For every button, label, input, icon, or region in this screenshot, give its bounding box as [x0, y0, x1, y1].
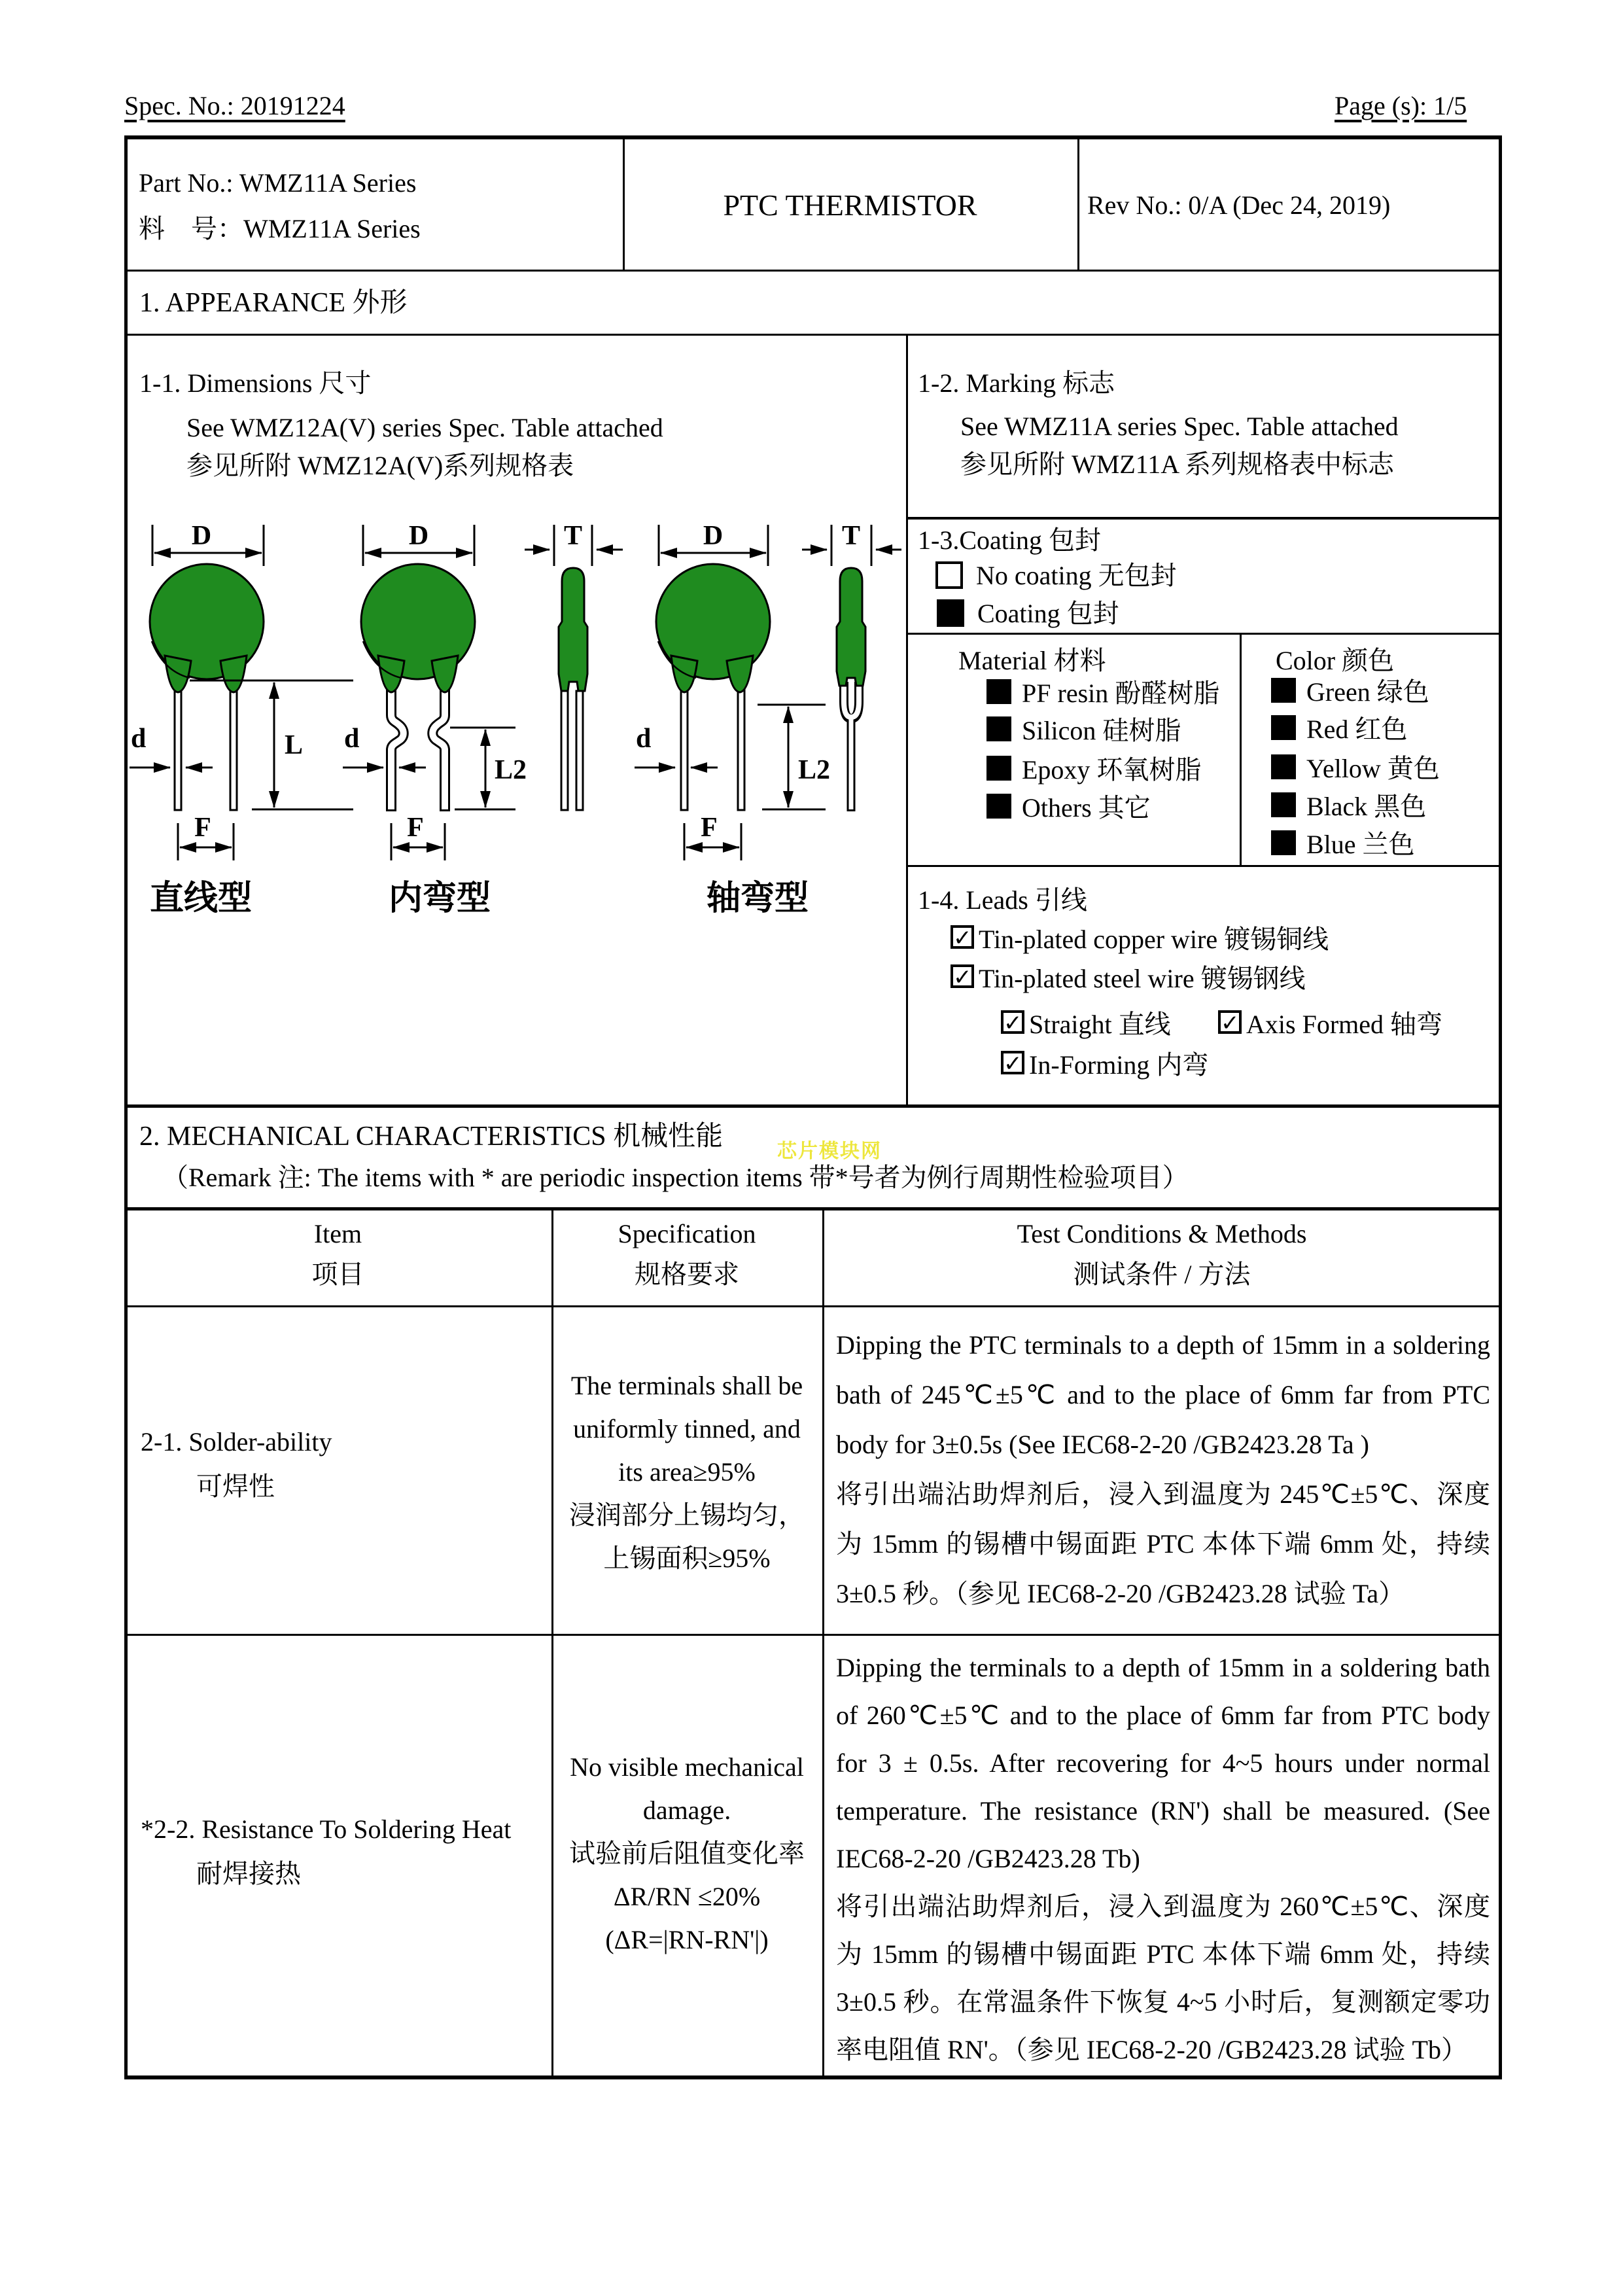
dim-label-F: F — [194, 813, 211, 843]
checked-checkbox-icon: ✓ — [1001, 1010, 1024, 1034]
filled-square-icon — [1271, 830, 1296, 855]
border-below-table-header — [124, 1305, 1502, 1307]
color-item: Red 红色 — [1306, 715, 1408, 744]
dim-label-L2: L2 — [798, 755, 831, 785]
column-header-spec-en: Specification — [618, 1219, 756, 1248]
column-header-test-cn: 测试条件 / 方法 — [1073, 1260, 1251, 1289]
dim-label-F: F — [701, 813, 718, 843]
row-test-conditions — [836, 1644, 1490, 2074]
dim-label-F: F — [407, 813, 424, 843]
material-item: Others 其它 — [1022, 793, 1151, 822]
material-title: Material 材料 — [958, 646, 1106, 675]
dim-label-d: d — [636, 724, 652, 754]
dim-label-d: d — [131, 724, 147, 754]
border-below-appearance — [124, 1104, 1502, 1108]
test-text-cn: 将引出端沾助焊剂后，浸入到温度为 260℃±5℃、深度为 15mm 的锡槽中锡面距 PTC 本体下端 6mm 处，持续 3±0.5 秒。在常温条件下恢复 4~5 小时后，复测额定零功率电阻值 RN'。（参见 IEC68-2-20 /GB2423.28 试验 Tb） — [836, 1892, 1490, 2064]
part-number-en: Part No.: WMZ11A Series — [139, 168, 417, 198]
marking-note-en: See WMZ11A series Spec. Table attached — [960, 412, 1399, 441]
border-below-appearance-heading — [124, 334, 1502, 336]
spec-line: No visible mechanical — [570, 1752, 804, 1782]
coating-title: 1-3.Coating 包封 — [918, 525, 1101, 555]
checked-checkbox-icon: ✓ — [1001, 1051, 1024, 1074]
spec-line: damage. — [642, 1795, 731, 1825]
marking-title: 1-2. Marking 标志 — [918, 368, 1115, 398]
filled-square-icon — [1271, 792, 1296, 817]
leads-sub-item: Straight 直线 — [1029, 1010, 1171, 1039]
coating-option-label: No coating 无包封 — [976, 561, 1177, 590]
material-item: PF resin 酚醛树脂 — [1022, 679, 1220, 708]
dimensions-note-en: See WMZ12A(V) series Spec. Table attached — [186, 413, 663, 442]
dimensions-title: 1-1. Dimensions 尺寸 — [139, 368, 372, 398]
row-item-en: 2-1. Solder-ability — [141, 1427, 332, 1457]
filled-square-icon — [986, 756, 1011, 781]
divider-table-col2 — [822, 1207, 824, 2077]
test-text-en: Dipping the terminals to a depth of 15mm in a soldering bath of 260℃±5℃ and to the place of 6mm far from PTC body for 3 ± 0.5s. After recovering for 4~5 hours under normal temperature. The resistance (RN') shall be measured. (See IEC68-2-20 /GB2423.28 Tb) — [836, 1653, 1490, 1873]
figure-informing-type — [343, 521, 527, 917]
color-item: Black 黑色 — [1306, 792, 1427, 821]
figure-label-axis: 轴弯型 — [706, 880, 809, 917]
dimensions-note-cn: 参见所附 WMZ12A(V)系列规格表 — [186, 451, 574, 480]
border-right — [1499, 135, 1502, 2079]
unchecked-box-icon — [935, 561, 963, 589]
row-spec — [553, 1364, 820, 1580]
rev-number: Rev No.: 0/A (Dec 24, 2019) — [1087, 190, 1391, 220]
section1-heading: 1. APPEARANCE 外形 — [139, 288, 408, 318]
figure-axis-type — [635, 521, 830, 917]
leads-title: 1-4. Leads 引线 — [918, 885, 1087, 915]
product-title: PTC THERMISTOR — [723, 188, 977, 222]
spec-line: 上锡面积≥95% — [603, 1544, 771, 1573]
material-item: Silicon 硅树脂 — [1022, 716, 1181, 745]
section2-heading: 2. MECHANICAL CHARACTERISTICS 机械性能 — [139, 1122, 724, 1152]
filled-square-icon — [986, 794, 1011, 819]
color-item: Blue 兰色 — [1306, 830, 1415, 859]
column-header-spec-cn: 规格要求 — [635, 1260, 739, 1289]
watermark-text: 芯片模块网 — [777, 1140, 882, 1163]
column-header-item-cn: 项目 — [311, 1260, 364, 1289]
dim-label-D: D — [191, 521, 212, 551]
spec-line: The terminals shall be — [570, 1371, 803, 1400]
dim-label-L: L — [285, 730, 304, 760]
leads-item: Tin-plated copper wire 镀锡铜线 — [979, 925, 1329, 954]
leads-sub-item: Axis Formed 轴弯 — [1246, 1010, 1442, 1039]
color-title: Color 颜色 — [1276, 646, 1395, 675]
test-text-en: Dipping the PTC terminals to a depth of 15mm in a soldering bath of 245℃±5℃ and to the place of 6mm far from PTC body for 3±0.5s (See IEC68-2-20 /GB2423.28 Ta ) — [836, 1330, 1490, 1459]
leads-sub-item: In-Forming 内弯 — [1029, 1050, 1209, 1080]
filled-square-icon — [986, 716, 1011, 741]
border-coating-material — [906, 633, 1502, 635]
filled-square-icon — [1271, 678, 1296, 703]
color-item: Yellow 黄色 — [1306, 754, 1440, 783]
divider-title-2 — [1077, 137, 1079, 270]
row-item-en: *2-2. Resistance To Soldering Heat — [141, 1814, 512, 1844]
column-header-test-en: Test Conditions & Methods — [1017, 1219, 1307, 1248]
row-item-cn: 耐焊接热 — [196, 1859, 301, 1888]
spec-line: uniformly tinned, and — [573, 1414, 801, 1443]
spec-line: its area≥95% — [618, 1457, 756, 1487]
spec-line: ΔR/RN ≤20% — [613, 1882, 761, 1911]
border-material-leads — [906, 865, 1502, 867]
spec-number: Spec. No.: 20191224 — [124, 91, 345, 120]
filled-square-icon — [1271, 715, 1296, 740]
checked-filled-box-icon — [937, 599, 964, 627]
filled-square-icon — [1271, 754, 1296, 779]
dim-label-d: d — [344, 724, 360, 754]
marking-note-cn: 参见所附 WMZ11A 系列规格表中标志 — [960, 450, 1394, 479]
row-item-cn: 可焊性 — [196, 1472, 275, 1501]
spec-line: (ΔR=|RN-RN'|) — [605, 1925, 769, 1954]
page-number: Page (s): 1/5 — [1335, 91, 1467, 120]
dim-label-T: T — [563, 521, 583, 551]
dim-label-D: D — [408, 521, 429, 551]
divider-appearance — [906, 334, 908, 1106]
checked-checkbox-icon: ✓ — [951, 925, 974, 949]
figure-straight-type — [130, 521, 353, 917]
thermistor-dimension-drawing — [124, 517, 906, 926]
spec-line: 试验前后阻值变化率 — [569, 1839, 805, 1868]
border-table-top — [124, 1207, 1502, 1210]
border-top — [124, 135, 1502, 139]
checked-checkbox-icon: ✓ — [1218, 1010, 1242, 1034]
coating-option-label: Coating 包封 — [977, 599, 1119, 628]
dim-label-L2: L2 — [495, 755, 527, 785]
color-item: Green 绿色 — [1306, 677, 1429, 707]
leads-item: Tin-plated steel wire 镀锡钢线 — [979, 964, 1306, 993]
figure-label-straight: 直线型 — [149, 880, 253, 917]
border-left — [124, 135, 128, 2079]
dim-label-D: D — [703, 521, 724, 551]
border-below-title-row — [124, 270, 1502, 272]
test-text-cn: 将引出端沾助焊剂后，浸入到温度为 245℃±5℃、深度为 15mm 的锡槽中锡面距 PTC 本体下端 6mm 处，持续 3±0.5 秒。（参见 IEC68-2-20 /GB2423.28 试验 Ta） — [836, 1479, 1490, 1608]
figure-side-view-1 — [525, 521, 623, 810]
row-spec — [553, 1746, 820, 1962]
border-marking-coating — [906, 517, 1502, 520]
border-bottom — [124, 2075, 1502, 2079]
filled-square-icon — [986, 679, 1011, 704]
spec-line: 浸润部分上锡均匀， — [569, 1500, 805, 1530]
part-number-cn: 料 号：WMZ11A Series — [139, 214, 421, 243]
figure-label-informing: 内弯型 — [388, 880, 491, 917]
border-between-rows — [124, 1634, 1502, 1636]
row-test-conditions — [836, 1320, 1490, 1619]
material-item: Epoxy 环氧树脂 — [1022, 755, 1202, 785]
column-header-item-en: Item — [313, 1219, 362, 1248]
checked-checkbox-icon: ✓ — [951, 964, 974, 988]
dim-label-T: T — [841, 521, 861, 551]
divider-material-color — [1240, 633, 1242, 866]
section2-remark: （Remark 注: The items with * are periodic inspection items 带*号者为例行周期性检验项目） — [162, 1163, 1189, 1192]
